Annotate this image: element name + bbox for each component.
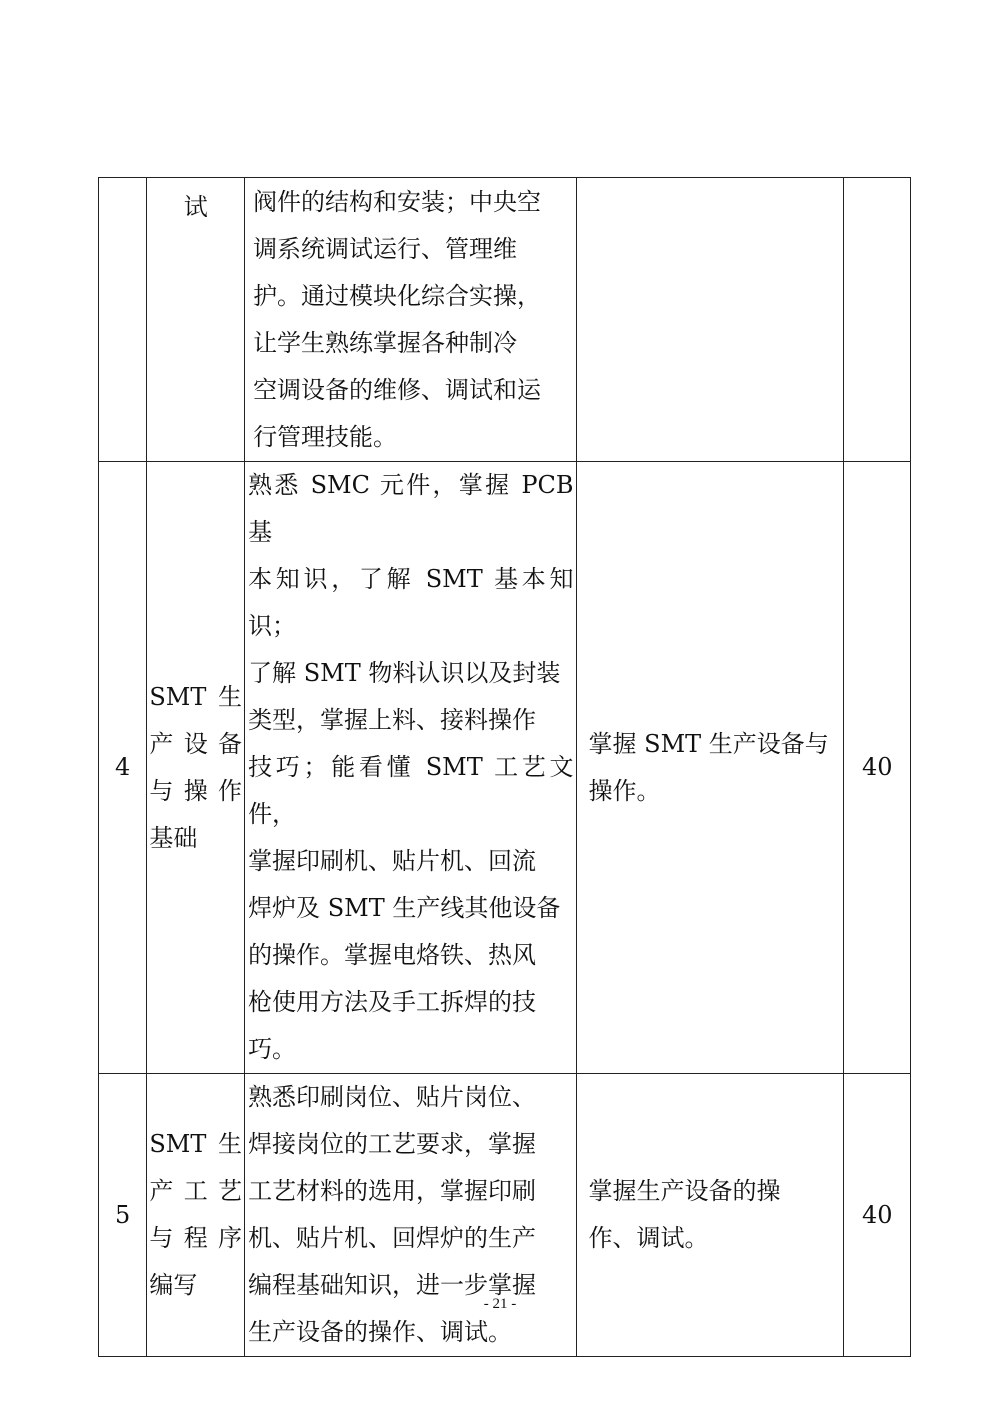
course-content-cell xyxy=(245,178,576,462)
course-content-cell xyxy=(245,1074,576,1357)
content-line: 本知识，了解 SMT 基本知识； xyxy=(248,565,574,640)
content-line: 机、贴片机、回焊炉的生产 xyxy=(248,1224,537,1252)
course-name-cell xyxy=(147,1074,245,1357)
course-name-line: SMT 生 xyxy=(149,682,243,711)
course-name-line: 基础 xyxy=(149,823,198,852)
course-name-line: 与程序 xyxy=(149,1224,243,1252)
course-name-line: SMT 生 xyxy=(149,1130,243,1158)
goal-line: 掌握生产设备的操 xyxy=(588,1177,781,1205)
course-name-line: 编写 xyxy=(149,1271,198,1299)
content-line: 掌握印刷机、贴片机、回流 xyxy=(248,847,537,875)
course-goal-cell xyxy=(576,178,844,462)
course-name-line: 与操作 xyxy=(149,776,243,805)
content-line: 技巧；能看懂 SMT 工艺文件， xyxy=(248,753,574,828)
content-line: 巧。 xyxy=(248,1035,297,1063)
goal-line: 操作。 xyxy=(588,776,661,805)
course-name-line: 产工艺 xyxy=(149,1177,243,1205)
course-name-cell xyxy=(147,178,245,462)
course-goal-cell xyxy=(576,1074,844,1357)
goal-line: 掌握 SMT 生产设备与 xyxy=(588,729,829,758)
content-line: 让学生熟练掌握各种制冷 xyxy=(253,328,518,357)
content-line: 行管理技能。 xyxy=(253,422,398,451)
content-line: 阀件的结构和安装；中央空 xyxy=(253,187,542,216)
content-line: 焊炉及 SMT 生产线其他设备 xyxy=(248,894,561,922)
content-line: 类型，掌握上料、接料操作 xyxy=(248,706,537,734)
course-name-line: 试 xyxy=(183,193,208,221)
course-goal-cell xyxy=(576,462,844,1074)
content-line: 熟悉 SMC 元件，掌握 PCB 基 xyxy=(248,471,574,546)
table-row xyxy=(99,462,911,1074)
content-line: 护。通过模块化综合实操， xyxy=(253,281,542,310)
goal-line: 作、调试。 xyxy=(588,1224,709,1252)
content-line: 空调设备的维修、调试和运 xyxy=(253,375,542,404)
course-content-cell xyxy=(245,462,576,1074)
content-line: 焊接岗位的工艺要求，掌握 xyxy=(248,1130,537,1158)
content-line: 熟悉印刷岗位、贴片岗位、 xyxy=(248,1083,537,1111)
course-hours-cell: 40 xyxy=(844,1074,911,1357)
course-name-cell xyxy=(147,462,245,1074)
content-line: 编程基础知识，进一步掌握 xyxy=(248,1271,537,1299)
content-line: 枪使用方法及手工拆焊的技 xyxy=(248,988,537,1016)
table-row xyxy=(99,178,911,462)
content-line: 调系统调试运行、管理维 xyxy=(253,234,518,263)
course-table xyxy=(98,177,911,1357)
content-line: 工艺材料的选用，掌握印刷 xyxy=(248,1177,537,1205)
page-number: - 21 - xyxy=(483,1296,517,1312)
table-row xyxy=(99,1074,911,1357)
course-name-line: 产设备 xyxy=(149,729,243,758)
row-number-cell xyxy=(99,178,147,462)
content-line: 的操作。掌握电烙铁、热风 xyxy=(248,941,537,969)
row-number-cell: 4 xyxy=(99,462,147,1074)
course-hours-cell xyxy=(844,178,911,462)
course-hours-cell: 40 xyxy=(844,462,911,1074)
content-line: 生产设备的操作、调试。 xyxy=(248,1318,513,1346)
content-line: 了解 SMT 物料认识以及封装 xyxy=(248,659,561,687)
row-number-cell: 5 xyxy=(99,1074,147,1357)
